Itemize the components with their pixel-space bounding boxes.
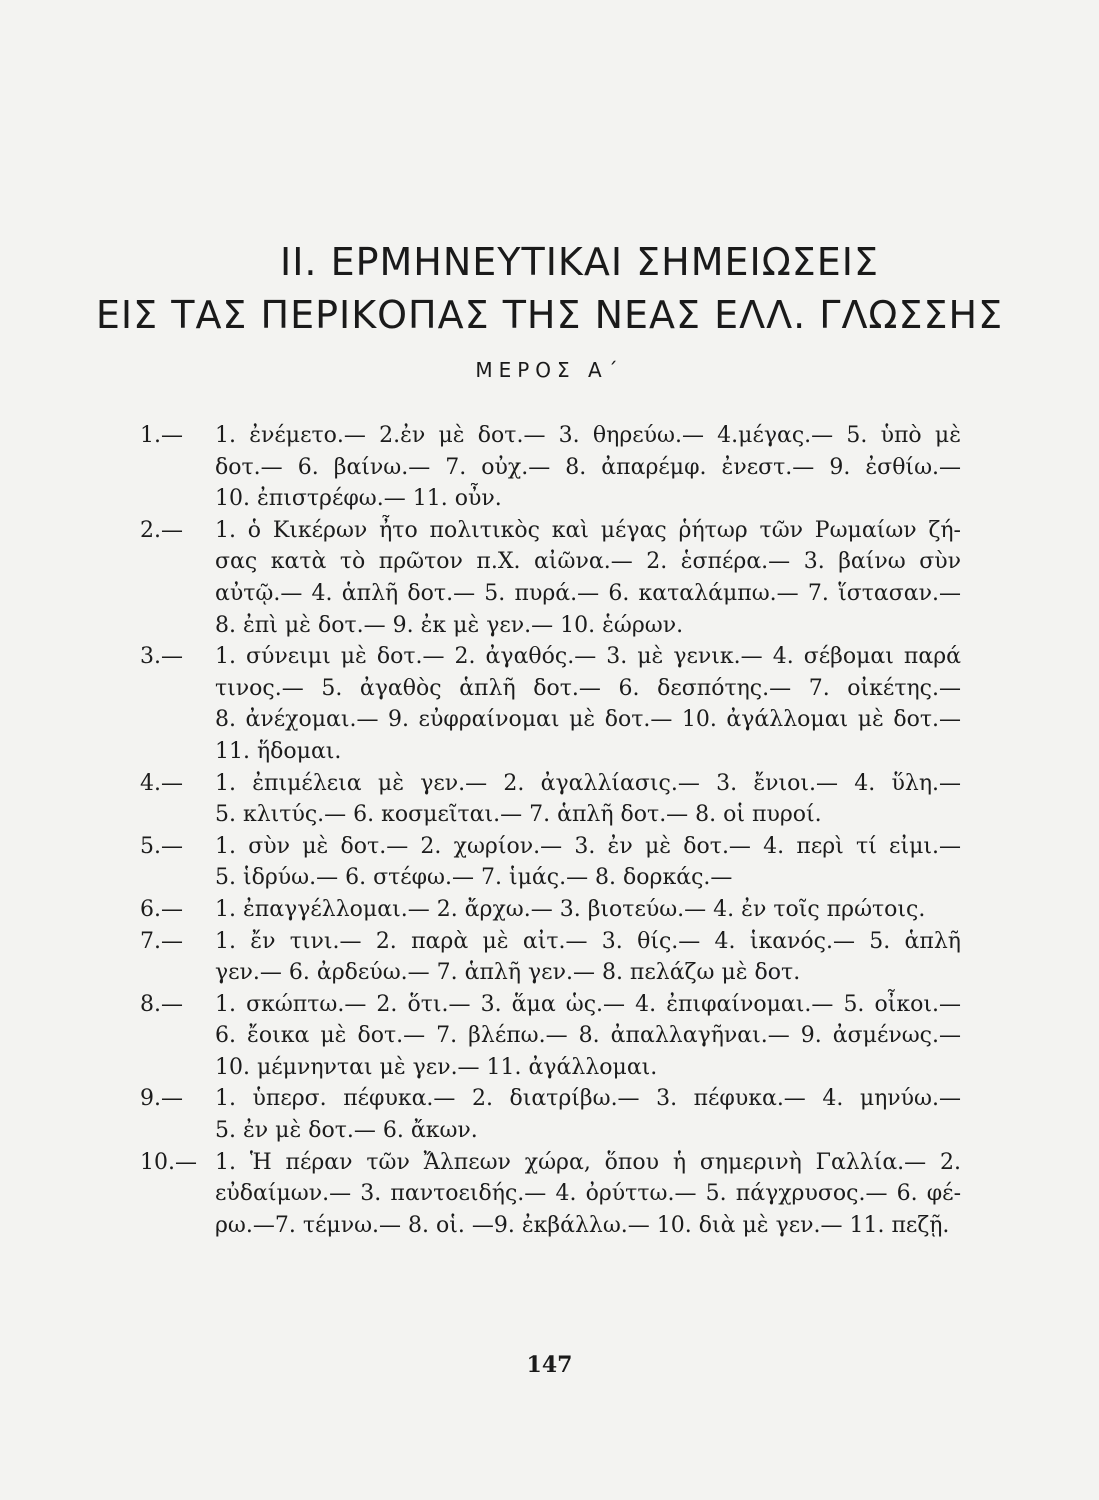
note-line: 8. ἀνέχομαι.— 9. εὐφραίνομαι μὲ δοτ.— 10. ἀγάλλομαι μὲ δοτ.— bbox=[215, 707, 961, 733]
note-number: 6.— bbox=[140, 896, 183, 922]
note-number: 1.— bbox=[140, 423, 183, 448]
note-line: 1. σὺν μὲ δοτ.— 2. χωρίον.— 3. ἐν μὲ δοτ.— 4. περὶ τί εἰμι.— bbox=[215, 833, 961, 859]
note-line: 1. ὁ Κικέρων ἦτο πολιτικὸς καὶ μέγας ῥήτωρ τῶν Ρωμαίων ζή- bbox=[215, 517, 961, 543]
note-entry bbox=[0, 515, 1099, 641]
section-title-line-1: II. ΕΡΜΗΝΕΥΤΙΚΑΙ ΣΗΜΕΙΩΣΕΙΣ bbox=[280, 240, 879, 284]
note-line: 11. ἥδομαι. bbox=[215, 738, 342, 764]
note-line: 1. σκώπτω.— 2. ὅτι.— 3. ἅμα ὡς.— 4. ἐπιφαίνομαι.— 5. οἶκοι.— bbox=[215, 991, 961, 1017]
note-entry bbox=[0, 926, 1099, 989]
note-line: 1. σύνειμι μὲ δοτ.— 2. ἀγαθός.— 3. μὲ γενικ.— 4. σέβομαι παρά bbox=[215, 644, 961, 670]
note-line: αὐτῷ.— 4. ἁπλῆ δοτ.— 5. πυρά.— 6. καταλάμπω.— 7. ἵστασαν.— bbox=[215, 580, 961, 606]
note-entry bbox=[0, 1147, 1099, 1242]
note-entry bbox=[0, 831, 1099, 894]
note-number: 2.— bbox=[140, 517, 183, 543]
note-line: εὐδαίμων.— 3. παντοειδής.— 4. ὀρύττω.— 5. πάγχρυσος.— 6. φέ- bbox=[215, 1181, 961, 1207]
note-entry bbox=[0, 641, 1099, 767]
note-line: 1. ὑπερσ. πέφυκα.— 2. διατρίβω.— 3. πέφυκα.— 4. μηνύω.— bbox=[215, 1086, 961, 1112]
note-line: 1. ἐπιμέλεια μὲ γεν.— 2. ἀγαλλίασις.— 3. ἔνιοι.— 4. ὕλη.— bbox=[215, 770, 961, 796]
note-line: γεν.— 6. ἀρδεύω.— 7. ἁπλῆ γεν.— 8. πελάζω μὲ δοτ. bbox=[215, 960, 801, 986]
section-title-line-2: ΕΙΣ ΤΑΣ ΠΕΡΙΚΟΠΑΣ ΤΗΣ ΝΕΑΣ ΕΛΛ. ΓΛΩΣΣΗΣ bbox=[95, 293, 1004, 337]
note-line: 5. ἐν μὲ δοτ.— 6. ἄκων. bbox=[215, 1118, 478, 1144]
note-line: 10. ἐπιστρέφω.— 11. οὖν. bbox=[215, 486, 502, 512]
note-line: 5. κλιτύς.— 6. κοσμεῖται.— 7. ἁπλῆ δοτ.— 8. οἱ πυροί. bbox=[215, 802, 822, 828]
note-line: σας κατὰ τὸ πρῶτον π.Χ. αἰῶνα.— 2. ἑσπέρα.— 3. βαίνω σὺν bbox=[215, 549, 961, 575]
note-line: δοτ.— 6. βαίνω.— 7. οὐχ.— 8. ἀπαρέμφ. ἐνεστ.— 9. ἐσθίω.— bbox=[215, 454, 961, 480]
notes-list bbox=[0, 420, 1099, 1241]
note-line: 1. ἔν τινι.— 2. παρὰ μὲ αἰτ.— 3. θίς.— 4. ἱκανός.— 5. ἁπλῆ bbox=[215, 928, 961, 954]
note-line: 5. ἱδρύω.— 6. στέφω.— 7. ἱμάς.— 8. δορκάς.— bbox=[215, 865, 733, 891]
note-line: 1. Ἡ πέραν τῶν Ἄλπεων χώρα, ὅπου ἡ σημερινὴ Γαλλία.— 2. bbox=[215, 1149, 961, 1175]
note-number: 9.— bbox=[140, 1086, 183, 1112]
note-entry bbox=[0, 894, 1099, 926]
note-number: 3.— bbox=[140, 644, 183, 670]
note-entry bbox=[0, 420, 1099, 515]
note-number: 5.— bbox=[140, 833, 183, 859]
note-number: 8.— bbox=[140, 991, 183, 1017]
note-line: 10. μέμνηνται μὲ γεν.— 11. ἀγάλλομαι. bbox=[215, 1054, 658, 1080]
note-line: 8. ἐπὶ μὲ δοτ.— 9. ἐκ μὲ γεν.— 10. ἑώρων. bbox=[215, 612, 684, 638]
note-number: 10.— bbox=[140, 1149, 197, 1175]
note-entry bbox=[0, 989, 1099, 1084]
note-line: 6. ἔοικα μὲ δοτ.— 7. βλέπω.— 8. ἀπαλλαγῆναι.— 9. ἀσμένως.— bbox=[215, 1023, 961, 1049]
note-line: 1. ἐνέμετο.— 2.ἐν μὲ δοτ.— 3. θηρεύω.— 4.μέγας.— 5. ὑπὸ μὲ bbox=[215, 423, 961, 448]
note-line: τινος.— 5. ἀγαθὸς ἁπλῆ δοτ.— 6. δεσπότης.— 7. οἰκέτης.— bbox=[215, 675, 961, 701]
note-number: 7.— bbox=[140, 928, 183, 954]
page-number: 147 bbox=[526, 1352, 573, 1378]
note-line: ρω.—7. τέμνω.— 8. οἱ. —9. ἐκβάλλω.— 10. διὰ μὲ γεν.— 11. πεζῇ. bbox=[215, 1212, 950, 1238]
part-title: ΜΕΡΟΣ Α΄ bbox=[475, 358, 624, 382]
note-line: 1. ἐπαγγέλλομαι.— 2. ἄρχω.— 3. βιοτεύω.— 4. ἐν τοῖς πρώτοις. bbox=[215, 896, 926, 922]
note-entry bbox=[0, 768, 1099, 831]
note-number: 4.— bbox=[140, 770, 183, 796]
note-entry bbox=[0, 1083, 1099, 1146]
